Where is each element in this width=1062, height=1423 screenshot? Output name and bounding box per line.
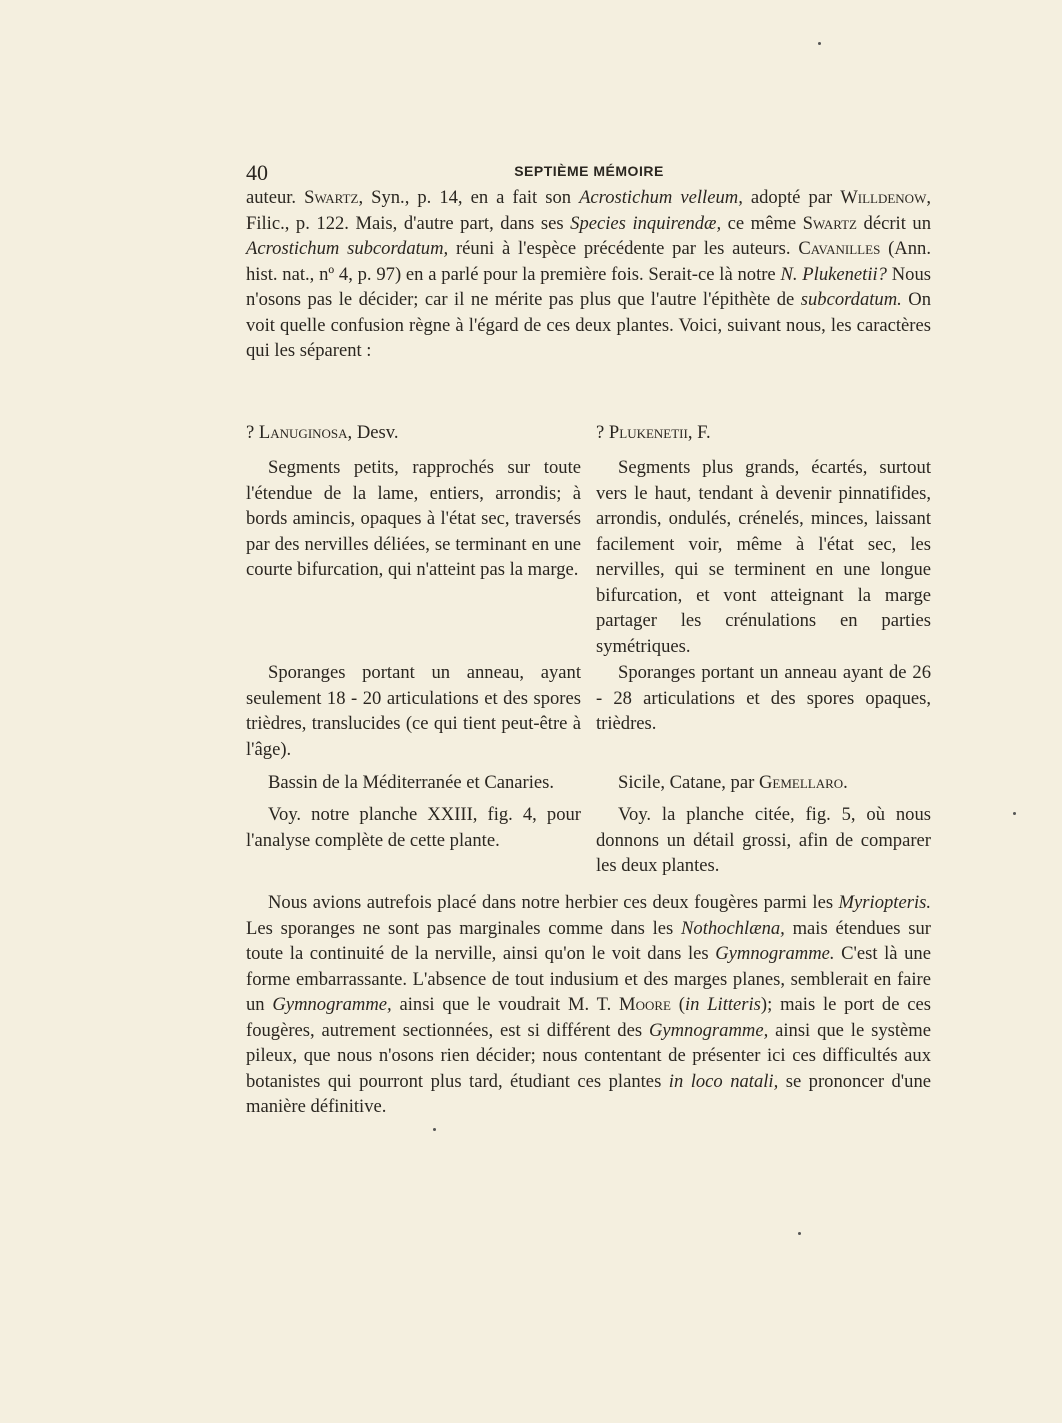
species-epithet: subcordatum. — [800, 289, 902, 310]
species-name: N. Plukenetii? — [780, 263, 887, 285]
author-name: Swartz — [802, 212, 857, 234]
work-title: Species inquirendæ, — [570, 212, 722, 234]
author-name: Willdenow — [840, 187, 927, 208]
author-name: Swartz — [304, 187, 359, 208]
citation: in Litteris — [684, 994, 761, 1015]
left-column-lanuginosa — [246, 420, 581, 446]
genus-name: Nothochlæna, — [681, 917, 785, 939]
latin-phrase: in loco natali, — [668, 1070, 779, 1092]
page-number: 40 — [246, 160, 268, 185]
paper-speck — [1013, 812, 1016, 815]
genus-name: Gymnogramme, — [272, 994, 392, 1015]
left-habitat: Bassin de la Méditerranée et Canaries. — [268, 772, 555, 793]
genus-name: Gymnogramme, — [648, 1019, 769, 1041]
right-segments: Segments plus grands, écartés, surtout vers le haut, tendant à devenir pinnatifides, arrondis, ondulés, crénelés, minces, laissant facilement voir, même à l'état sec, les nervilles, qui se terminent en une longue bifurcation, et vont atteignant la marge partager les crénulations en parties symétriques. — [596, 457, 931, 657]
right-habitat: Sicile, Catane, par Gemellaro. — [618, 772, 848, 793]
species-name: Acrostichum velleum, — [579, 187, 743, 208]
closing-paragraph: Nous avions autrefois placé dans notre herbier ces deux fougères parmi les Myriopteris. Les sporanges ne sont pas marginales comme dans les Nothochlæna, mais étendues sur toute la continuité de la nerville, ainsi qu'on le voit dans les Gymnogramme. C'est là une forme embarrassante. L'absence de tout indusium et des marges planes, semblerait en faire un Gymnogramme, ainsi que le voudrait M. T. Moore (in Litteris); mais le port de ces fougères, autrement sectionnées, est si différent des Gymnogramme, ainsi que le système pileux, que nous n'osons rien décider; nous contentant de présenter ici ces difficultés aux botanistes qui pourront plus tard, étudiant ces plantes in loco natali, se prononcer d'une manière définitive. — [246, 892, 931, 1117]
right-reference: Voy. la planche citée, fig. 5, où nous donnons un détail grossi, afin de comparer les deux plantes. — [596, 804, 931, 876]
left-segments: Segments petits, rapprochés sur toute l'étendue de la lame, entiers, arrondis; à bords amincis, opaques à l'état sec, traversés par des nervilles déliées, se terminant en une courte bifurcation, qui n'atteint pas la marge. — [246, 457, 581, 580]
right-sporanges: Sporanges portant un anneau ayant de 26 - 28 articulations et des spores opaques, trièdres. — [596, 662, 931, 734]
right-column-heading: ? Plukenetii, F. — [596, 422, 711, 443]
author-name: Cavanilles — [798, 238, 881, 259]
genus-name: Gymnogramme. — [715, 943, 835, 964]
paper-speck — [818, 42, 821, 45]
author-name: Gemellaro — [758, 772, 844, 793]
running-head: SEPTIÈME MÉMOIRE — [514, 163, 664, 179]
right-column-plukenetii — [596, 420, 931, 446]
author-name: Moore — [619, 994, 671, 1015]
page-header — [246, 160, 932, 184]
left-column-heading: ? Lanuginosa, Desv. — [246, 422, 399, 443]
genus-name: Myriopteris. — [838, 892, 931, 913]
paper-speck — [433, 1128, 436, 1131]
intro-paragraph: auteur. Swartz, Syn., p. 14, en a fait son Acrostichum velleum, adopté par Willdenow, Filic., p. 122. Mais, d'autre part, dans ses Species inquirendæ, ce même Swartz décrit un Acrostichum subcordatum, réuni à l'espèce précédente par les auteurs. Cavanilles (Ann. hist. nat., nº 4, p. 97) en a parlé pour la première fois. Serait-ce là notre N. Plukenetii? Nous n'osons pas le décider; car il ne mérite pas plus que l'autre l'épithète de subcordatum. On voit quelle confusion règne à l'égard de ces deux plantes. Voici, suivant nous, les caractères qui les séparent : — [246, 187, 932, 361]
left-reference: Voy. notre planche XXIII, fig. 4, pour l'analyse complète de cette plante. — [246, 804, 581, 851]
left-sporanges: Sporanges portant un anneau, ayant seulement 18 - 20 articulations et des spores trièdres, translucides (ce qui tient peut-être à l'âge). — [246, 662, 581, 760]
species-name: Acrostichum subcordatum, — [246, 238, 449, 259]
paper-speck — [798, 1232, 801, 1235]
